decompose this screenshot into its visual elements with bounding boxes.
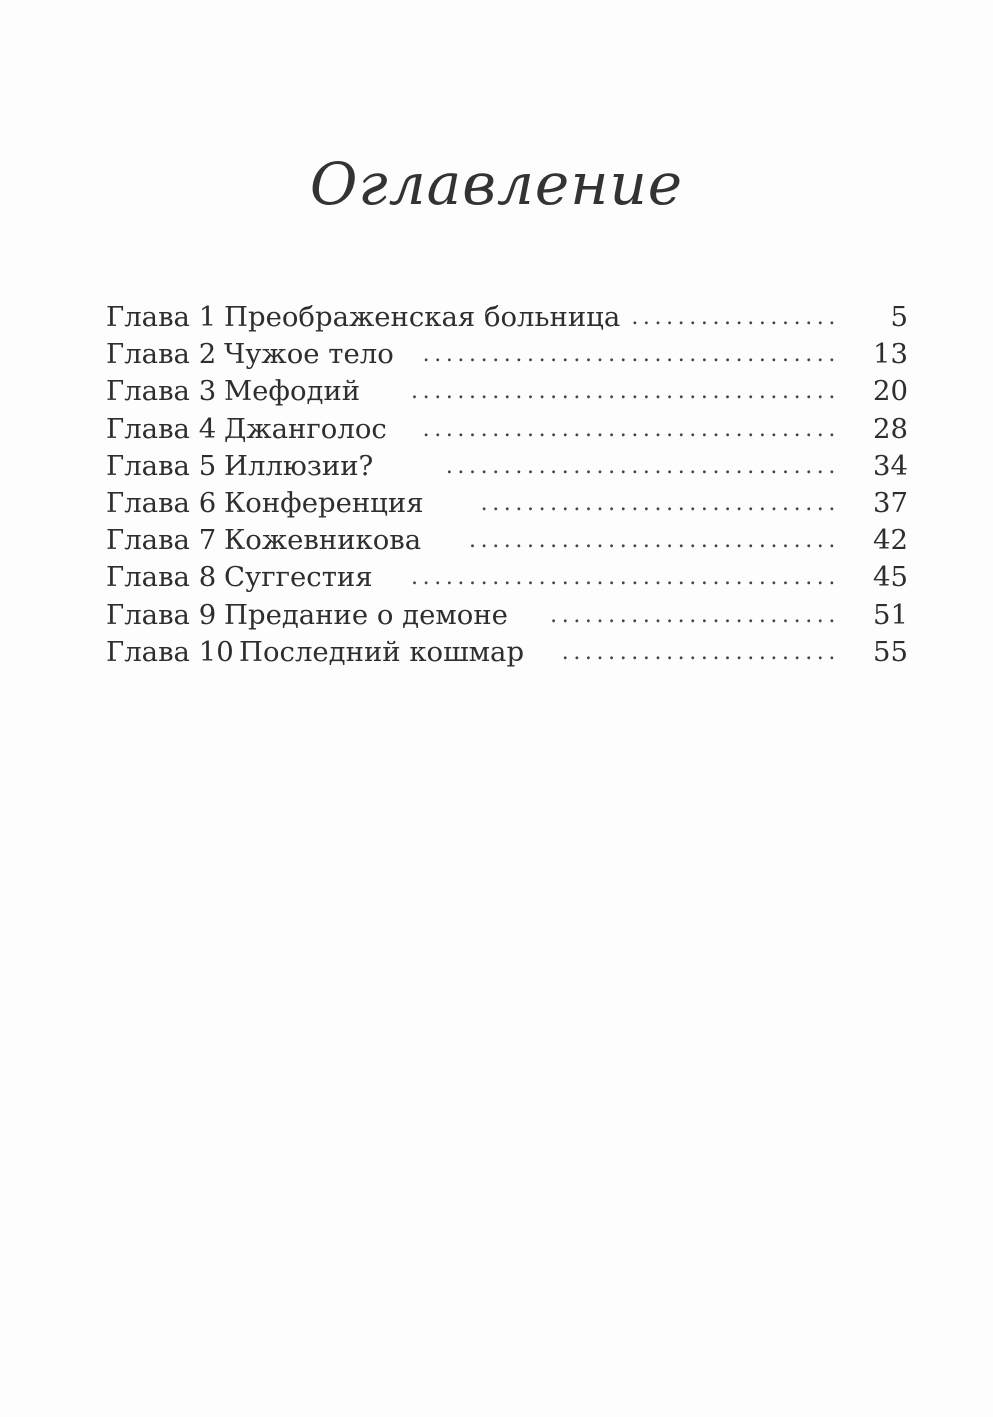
toc-chapter-label: Глава 5 (106, 449, 217, 482)
toc-leader-dots: ......................... (550, 602, 840, 628)
toc-entry-9 (106, 597, 908, 634)
toc-chapter-label: Глава 2 (106, 338, 217, 371)
toc-leader-dots: ................................ (469, 528, 840, 554)
toc-leader-dots: .................. (631, 305, 840, 330)
toc-page-number: 51 (873, 598, 908, 631)
toc-chapter-title: Предание о демоне (224, 598, 508, 631)
toc-chapter-label: Глава 4 (106, 412, 217, 445)
toc-page-number: 42 (873, 524, 908, 557)
toc-chapter-title: Преображенская больница (224, 301, 621, 333)
toc-entry-5 (106, 448, 908, 485)
toc-chapter-label: Глава 9 (106, 598, 217, 631)
toc-leader-dots: ............................... (480, 490, 840, 516)
toc-leader-dots: ..................................... (411, 379, 840, 405)
toc-chapter-title: Мефодий (224, 375, 361, 408)
toc-entry-6 (106, 485, 908, 522)
toc-page-number: 28 (873, 412, 908, 445)
toc-chapter-label: Глава 6 (106, 486, 217, 519)
toc-chapter-title: Джанголос (224, 412, 387, 445)
toc-leader-dots: ........................ (561, 639, 840, 665)
toc-leader-dots: .................................... (422, 342, 840, 368)
toc-entry-3 (106, 373, 908, 410)
toc-chapter-title: Иллюзии? (224, 449, 374, 482)
toc-page-number: 55 (873, 635, 908, 668)
page-title: Оглавление (309, 149, 684, 218)
toc-leader-dots: ..................................... (411, 565, 840, 591)
toc-page-number: 37 (873, 486, 908, 519)
toc-page-number: 5 (890, 301, 908, 333)
toc-entry-4 (106, 411, 908, 448)
toc-chapter-label: Глава 1 (106, 301, 217, 333)
toc-entry-2 (106, 336, 908, 373)
toc-chapter-label: Глава 10 (106, 635, 234, 668)
toc-leader-dots: .................................. (445, 453, 840, 479)
toc-chapter-title: Кожевникова (224, 524, 422, 557)
toc-chapter-title: Последний кошмар (239, 635, 525, 668)
toc-entry-7 (106, 522, 908, 559)
toc-chapter-title: Конференция (224, 486, 424, 519)
toc-entry-10 (106, 634, 908, 671)
toc-page-number: 13 (873, 338, 908, 371)
toc-chapter-title: Чужое тело (224, 338, 394, 371)
toc-chapter-title: Суггестия (224, 561, 373, 594)
toc-page-number: 34 (873, 449, 908, 482)
toc-entry-8 (106, 559, 908, 596)
toc-entry-1 (106, 299, 908, 336)
toc-chapter-label: Глава 8 (106, 561, 217, 594)
toc-page-number: 20 (873, 375, 908, 408)
toc-leader-dots: .................................... (422, 416, 840, 442)
toc-page-number: 45 (873, 561, 908, 594)
table-of-contents (106, 299, 908, 671)
toc-chapter-label: Глава 3 (106, 375, 217, 408)
toc-chapter-label: Глава 7 (106, 524, 217, 557)
